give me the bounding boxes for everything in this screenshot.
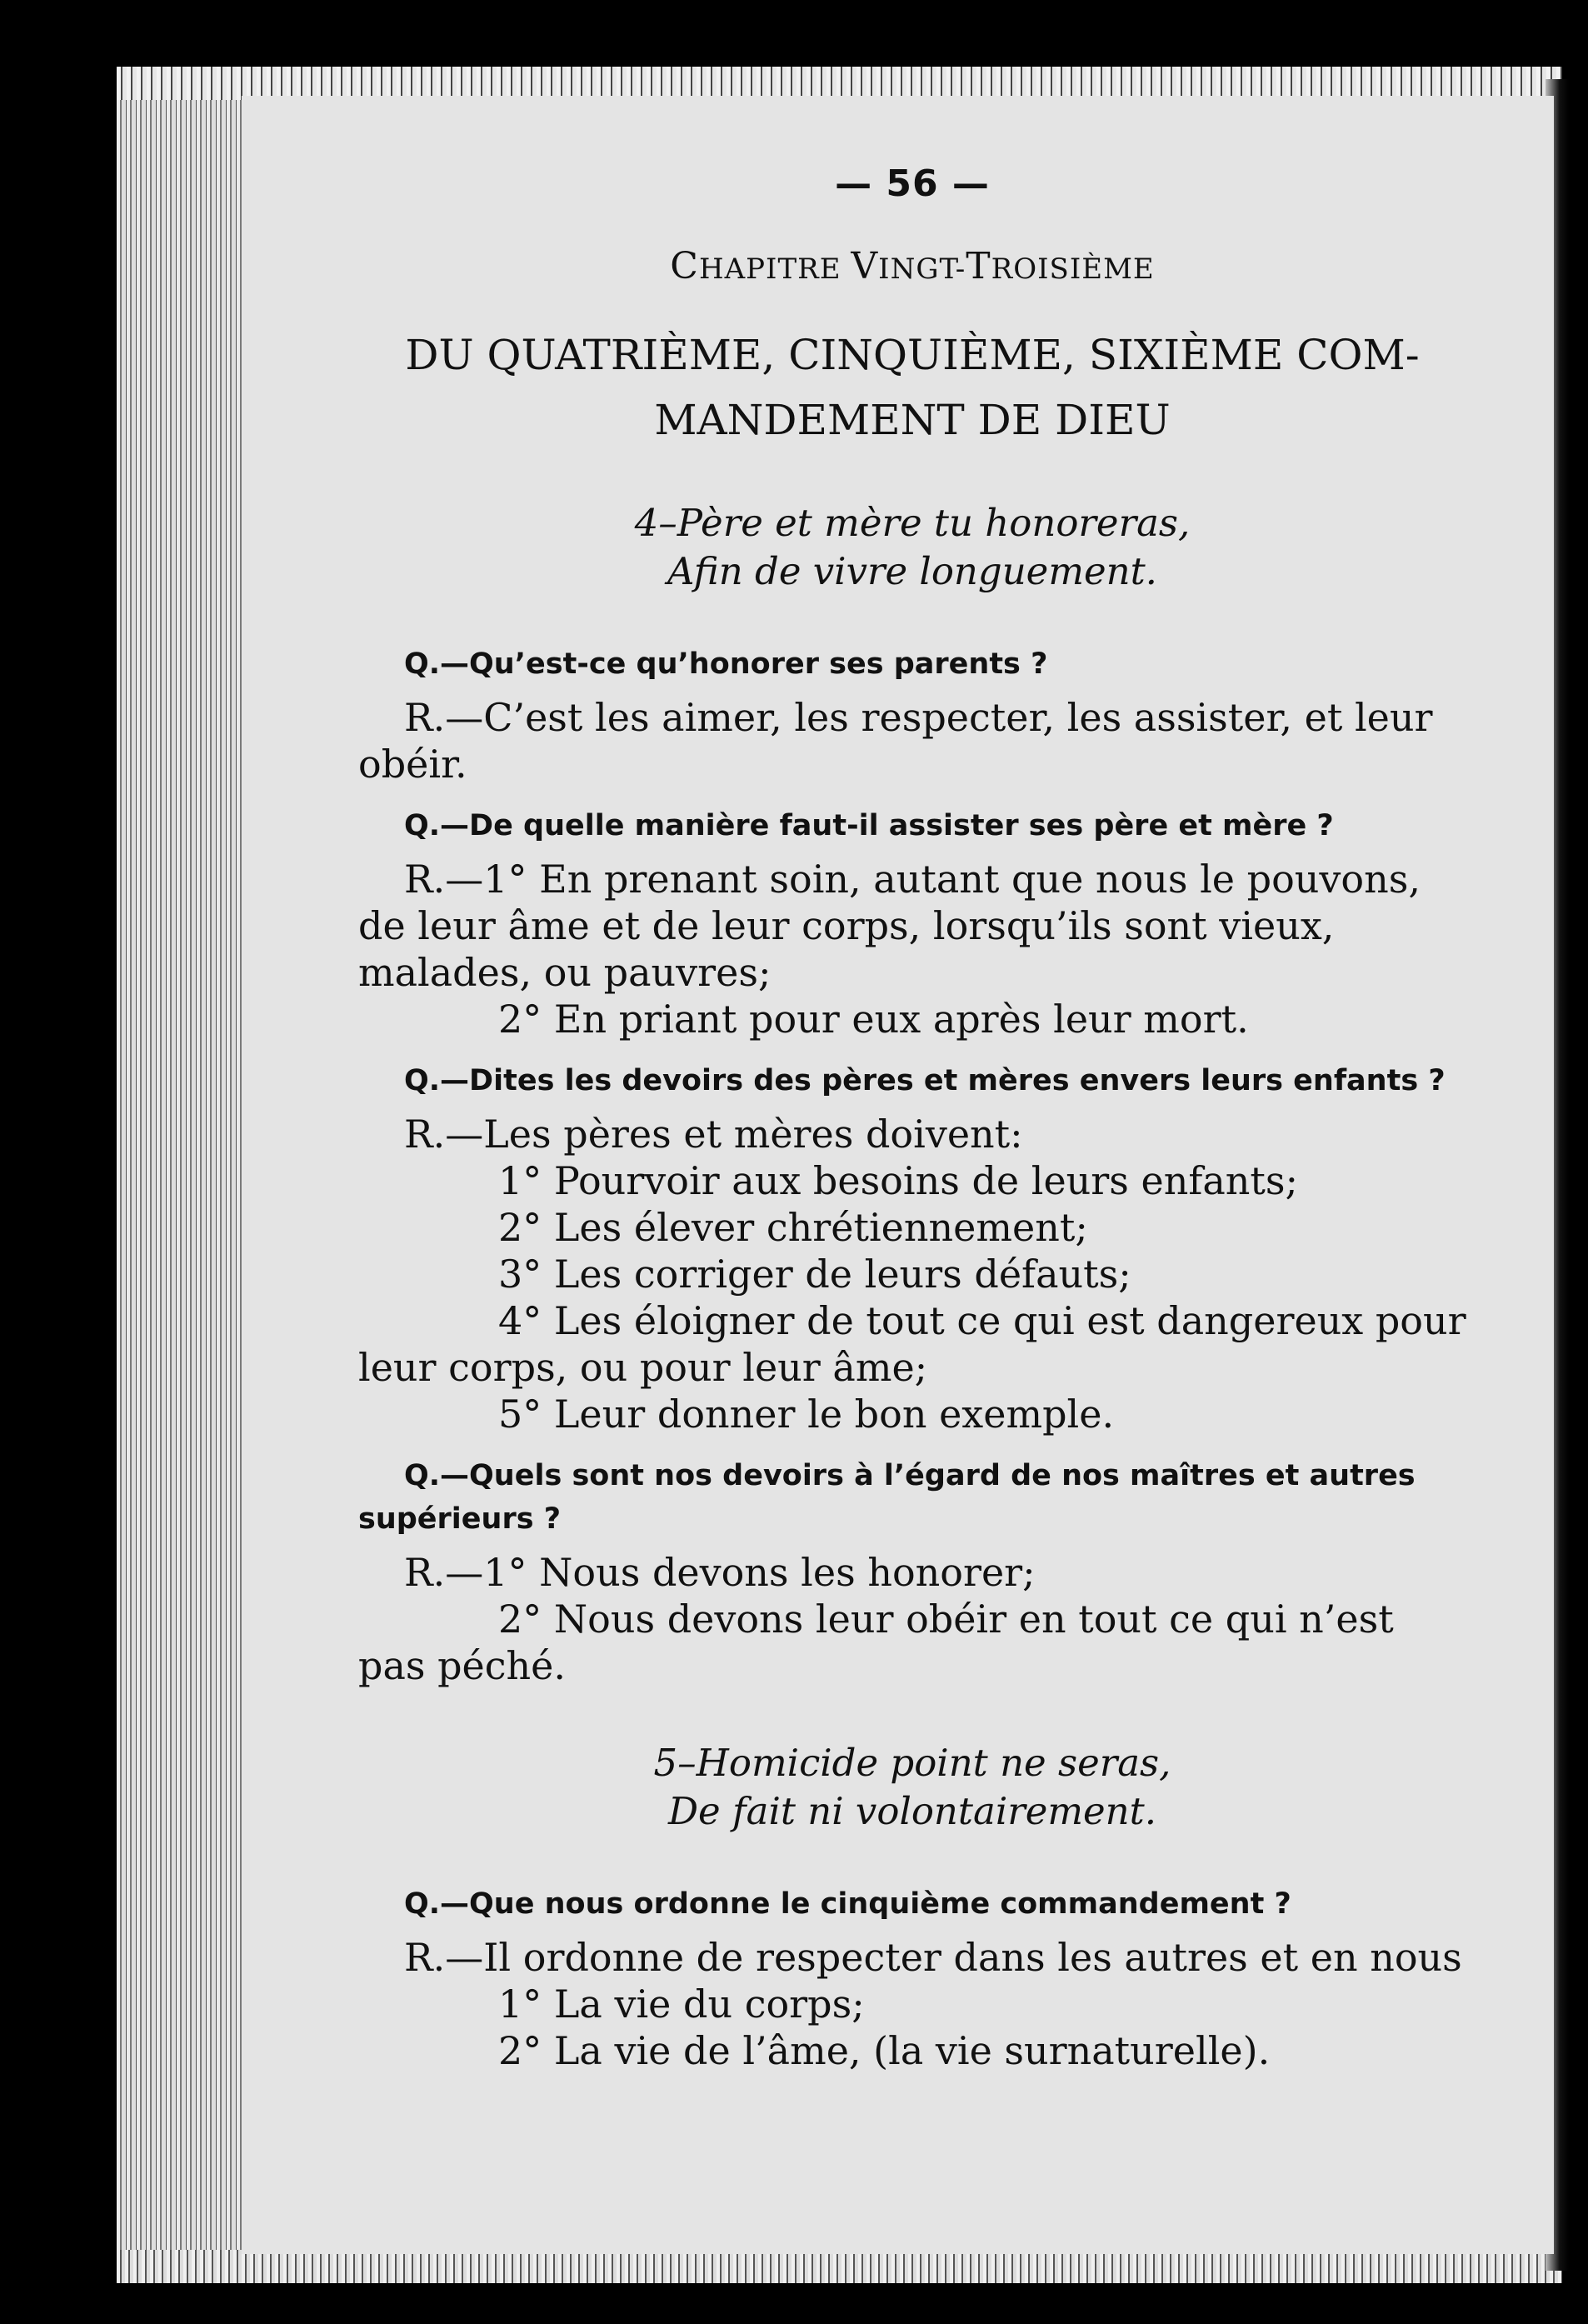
answer: R.—C’est les aimer, les respecter, les assister, et leur obéir. <box>358 695 1433 787</box>
answer-item: 2° En priant pour eux après leur mort. <box>498 997 1249 1042</box>
chapter-heading: CHAPITRE VINGT-TROISIÈME <box>670 245 1155 287</box>
page-content <box>358 162 1466 2074</box>
answer-item: 5° Leur donner le bon exemple. <box>498 1392 1115 1437</box>
page-stack-edge-bottom <box>117 2250 1562 2283</box>
question: Q.—Qu’est-ce qu’honorer ses parents ? <box>404 647 1048 681</box>
answer-item: 1° La vie du corps; <box>498 1982 865 2027</box>
page-stack-edge-top <box>117 67 1562 100</box>
page-number: — 56 — <box>835 162 990 205</box>
page-stack-edge-left <box>117 67 242 2283</box>
answer-item: 2° Nous devons leur obéir en tout ce qui n’est pas péché. <box>358 1597 1394 1688</box>
answer: R.—Il ordonne de respecter dans les autres et en nous <box>404 1935 1462 1980</box>
answer: R.—1° En prenant soin, autant que nous le pouvons, de leur âme et de leur corps, lorsqu’ils sont vieux, malades, ou pauvres; <box>358 857 1421 995</box>
question: Q.—Que nous ordonne le cinquième commandement ? <box>404 1887 1291 1921</box>
chapter-title: DU QUATRIÈME, CINQUIÈME, SIXIÈME COM- MANDEMENT DE DIEU <box>405 331 1420 444</box>
commandment-verse-4: 4–Père et mère tu honoreras, Afin de vivre longuement. <box>634 501 1191 593</box>
question: Q.—Quels sont nos devoirs à l’égard de nos maîtres et autres supérieurs ? <box>358 1459 1416 1536</box>
answer: R.—Les pères et mères doivent: <box>404 1112 1023 1157</box>
question: Q.—De quelle manière faut-il assister ses père et mère ? <box>404 809 1334 842</box>
answer-item: 2° Les élever chrétiennement; <box>498 1205 1088 1250</box>
answer-item: 4° Les éloigner de tout ce qui est dangereux pour leur corps, ou pour leur âme; <box>358 1298 1466 1390</box>
answer-item: 3° Les corriger de leurs défauts; <box>498 1252 1131 1297</box>
answer-item: 2° La vie de l’âme, (la vie surnaturelle). <box>498 2028 1271 2073</box>
commandment-verse-5: 5–Homicide point ne seras, De fait ni volontairement. <box>653 1741 1171 1833</box>
answer: R.—1° Nous devons les honorer; <box>404 1550 1036 1595</box>
answer-item: 1° Pourvoir aux besoins de leurs enfants; <box>498 1158 1299 1203</box>
question: Q.—Dites les devoirs des pères et mères envers leurs enfants ? <box>404 1064 1446 1097</box>
